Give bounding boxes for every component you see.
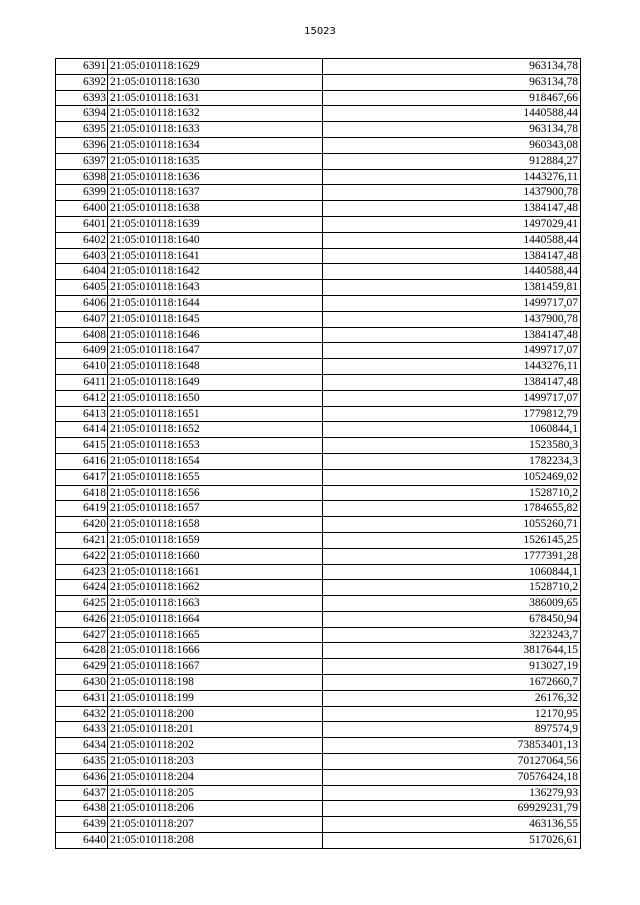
- cadastral-number-cell: 21:05:010118:205: [108, 785, 323, 801]
- row-number-cell: 6407: [56, 311, 108, 327]
- row-number-cell: 6399: [56, 185, 108, 201]
- cadastral-number-cell: 21:05:010118:1651: [108, 406, 323, 422]
- table-row: [56, 201, 581, 217]
- cadastral-value-cell: 1499717,07: [323, 295, 581, 311]
- cadastral-value-cell: 1497029,41: [323, 216, 581, 232]
- cadastral-number-cell: 21:05:010118:1653: [108, 438, 323, 454]
- row-number-cell: 6416: [56, 453, 108, 469]
- table-row: [56, 785, 581, 801]
- cadastral-value-cell: 1440588,44: [323, 106, 581, 122]
- cadastral-number-cell: 21:05:010118:1658: [108, 517, 323, 533]
- table-row: [56, 422, 581, 438]
- cadastral-value-cell: 1779812,79: [323, 406, 581, 422]
- row-number-cell: 6405: [56, 280, 108, 296]
- cadastral-number-cell: 21:05:010118:1644: [108, 295, 323, 311]
- cadastral-value-cell: 70576424,18: [323, 769, 581, 785]
- table-row: [56, 564, 581, 580]
- cadastral-number-cell: 21:05:010118:198: [108, 675, 323, 691]
- row-number-cell: 6412: [56, 390, 108, 406]
- row-number-cell: 6426: [56, 611, 108, 627]
- row-number-cell: 6418: [56, 485, 108, 501]
- cadastral-number-cell: 21:05:010118:1639: [108, 216, 323, 232]
- cadastral-number-cell: 21:05:010118:1647: [108, 343, 323, 359]
- cadastral-value-cell: 963134,78: [323, 59, 581, 75]
- cadastral-number-cell: 21:05:010118:208: [108, 833, 323, 849]
- table-row: [56, 469, 581, 485]
- cadastral-number-cell: 21:05:010118:1634: [108, 137, 323, 153]
- table-row: [56, 675, 581, 691]
- row-number-cell: 6423: [56, 564, 108, 580]
- cadastral-number-cell: 21:05:010118:200: [108, 706, 323, 722]
- cadastral-value-cell: 1384147,48: [323, 374, 581, 390]
- table-row: [56, 532, 581, 548]
- table-row: [56, 390, 581, 406]
- table-row: [56, 611, 581, 627]
- table-row: [56, 501, 581, 517]
- cadastral-number-cell: 21:05:010118:1655: [108, 469, 323, 485]
- table-row: [56, 627, 581, 643]
- row-number-cell: 6400: [56, 201, 108, 217]
- table-row: [56, 374, 581, 390]
- cadastral-number-cell: 21:05:010118:1654: [108, 453, 323, 469]
- cadastral-number-cell: 21:05:010118:1638: [108, 201, 323, 217]
- cadastral-value-cell: 1526145,25: [323, 532, 581, 548]
- row-number-cell: 6429: [56, 659, 108, 675]
- cadastral-value-cell: 1782234,3: [323, 453, 581, 469]
- table-row: [56, 185, 581, 201]
- table-row: [56, 485, 581, 501]
- row-number-cell: 6435: [56, 754, 108, 770]
- cadastral-value-cell: 918467,66: [323, 90, 581, 106]
- row-number-cell: 6421: [56, 532, 108, 548]
- cadastral-value-cell: 912884,27: [323, 153, 581, 169]
- row-number-cell: 6427: [56, 627, 108, 643]
- row-number-cell: 6397: [56, 153, 108, 169]
- cadastral-value-cell: 26176,32: [323, 690, 581, 706]
- row-number-cell: 6392: [56, 74, 108, 90]
- cadastral-value-cell: 69929231,79: [323, 801, 581, 817]
- cadastral-value-cell: 1672660,7: [323, 675, 581, 691]
- cadastral-number-cell: 21:05:010118:207: [108, 817, 323, 833]
- cadastral-number-cell: 21:05:010118:1641: [108, 248, 323, 264]
- row-number-cell: 6393: [56, 90, 108, 106]
- cadastral-number-cell: 21:05:010118:202: [108, 738, 323, 754]
- table-row: [56, 722, 581, 738]
- cadastral-value-cell: 1440588,44: [323, 232, 581, 248]
- table-row: [56, 248, 581, 264]
- table-row: [56, 754, 581, 770]
- table-row: [56, 659, 581, 675]
- table-row: [56, 216, 581, 232]
- row-number-cell: 6402: [56, 232, 108, 248]
- cadastral-value-cell: 1437900,78: [323, 185, 581, 201]
- row-number-cell: 6439: [56, 817, 108, 833]
- cadastral-number-cell: 21:05:010118:1630: [108, 74, 323, 90]
- cadastral-value-cell: 517026,61: [323, 833, 581, 849]
- cadastral-number-cell: 21:05:010118:1629: [108, 59, 323, 75]
- cadastral-number-cell: 21:05:010118:1642: [108, 264, 323, 280]
- cadastral-number-cell: 21:05:010118:1648: [108, 359, 323, 375]
- cadastral-number-cell: 21:05:010118:1640: [108, 232, 323, 248]
- cadastral-value-cell: 1060844,1: [323, 564, 581, 580]
- row-number-cell: 6410: [56, 359, 108, 375]
- cadastral-value-cell: 386009,65: [323, 596, 581, 612]
- table-row: [56, 580, 581, 596]
- table-row: [56, 59, 581, 75]
- cadastral-number-cell: 21:05:010118:1635: [108, 153, 323, 169]
- cadastral-number-cell: 21:05:010118:204: [108, 769, 323, 785]
- cadastral-value-cell: 3817644,15: [323, 643, 581, 659]
- page-number: 15023: [304, 26, 336, 37]
- table-row: [56, 438, 581, 454]
- cadastral-value-cell: 1499717,07: [323, 343, 581, 359]
- cadastral-number-cell: 21:05:010118:1665: [108, 627, 323, 643]
- cadastral-value-cell: 12170,95: [323, 706, 581, 722]
- cadastral-value-cell: 1384147,48: [323, 248, 581, 264]
- cadastral-number-cell: 21:05:010118:1633: [108, 122, 323, 138]
- cadastral-number-cell: 21:05:010118:1631: [108, 90, 323, 106]
- row-number-cell: 6395: [56, 122, 108, 138]
- row-number-cell: 6424: [56, 580, 108, 596]
- row-number-cell: 6403: [56, 248, 108, 264]
- row-number-cell: 6422: [56, 548, 108, 564]
- cadastral-value-cell: 1523580,3: [323, 438, 581, 454]
- row-number-cell: 6437: [56, 785, 108, 801]
- table-row: [56, 643, 581, 659]
- cadastral-number-cell: 21:05:010118:1667: [108, 659, 323, 675]
- cadastral-value-cell: 70127064,56: [323, 754, 581, 770]
- row-number-cell: 6401: [56, 216, 108, 232]
- table-row: [56, 833, 581, 849]
- cadastral-number-cell: 21:05:010118:1664: [108, 611, 323, 627]
- row-number-cell: 6438: [56, 801, 108, 817]
- row-number-cell: 6404: [56, 264, 108, 280]
- table-row: [56, 264, 581, 280]
- row-number-cell: 6431: [56, 690, 108, 706]
- row-number-cell: 6394: [56, 106, 108, 122]
- cadastral-value-cell: 913027,19: [323, 659, 581, 675]
- cadastral-value-cell: 1052469,02: [323, 469, 581, 485]
- table-row: [56, 106, 581, 122]
- table-row: [56, 169, 581, 185]
- table-row: [56, 90, 581, 106]
- cadastral-value-cell: 1499717,07: [323, 390, 581, 406]
- table-row: [56, 738, 581, 754]
- table-row: [56, 548, 581, 564]
- table-row: [56, 690, 581, 706]
- row-number-cell: 6411: [56, 374, 108, 390]
- row-number-cell: 6420: [56, 517, 108, 533]
- table-body: [56, 59, 581, 849]
- cadastral-value-cell: 3223243,7: [323, 627, 581, 643]
- cadastral-number-cell: 21:05:010118:1643: [108, 280, 323, 296]
- row-number-cell: 6408: [56, 327, 108, 343]
- table-row: [56, 359, 581, 375]
- row-number-cell: 6413: [56, 406, 108, 422]
- row-number-cell: 6396: [56, 137, 108, 153]
- cadastral-number-cell: 21:05:010118:1637: [108, 185, 323, 201]
- table-row: [56, 295, 581, 311]
- cadastral-value-table: [55, 58, 581, 849]
- cadastral-number-cell: 21:05:010118:1663: [108, 596, 323, 612]
- table-row: [56, 311, 581, 327]
- cadastral-number-cell: 21:05:010118:1632: [108, 106, 323, 122]
- cadastral-number-cell: 21:05:010118:201: [108, 722, 323, 738]
- row-number-cell: 6432: [56, 706, 108, 722]
- cadastral-value-cell: 963134,78: [323, 122, 581, 138]
- table-row: [56, 706, 581, 722]
- cadastral-value-cell: 1443276,11: [323, 359, 581, 375]
- cadastral-value-cell: 1443276,11: [323, 169, 581, 185]
- row-number-cell: 6436: [56, 769, 108, 785]
- cadastral-value-cell: 1384147,48: [323, 201, 581, 217]
- cadastral-number-cell: 21:05:010118:1650: [108, 390, 323, 406]
- cadastral-value-cell: 1381459,81: [323, 280, 581, 296]
- row-number-cell: 6417: [56, 469, 108, 485]
- cadastral-number-cell: 21:05:010118:1666: [108, 643, 323, 659]
- table-row: [56, 769, 581, 785]
- cadastral-number-cell: 21:05:010118:1657: [108, 501, 323, 517]
- row-number-cell: 6428: [56, 643, 108, 659]
- row-number-cell: 6415: [56, 438, 108, 454]
- cadastral-number-cell: 21:05:010118:1645: [108, 311, 323, 327]
- cadastral-value-cell: 1528710,2: [323, 485, 581, 501]
- cadastral-value-cell: 73853401,13: [323, 738, 581, 754]
- row-number-cell: 6391: [56, 59, 108, 75]
- table-row: [56, 153, 581, 169]
- cadastral-number-cell: 21:05:010118:1659: [108, 532, 323, 548]
- table-row: [56, 406, 581, 422]
- cadastral-number-cell: 21:05:010118:1656: [108, 485, 323, 501]
- cadastral-number-cell: 21:05:010118:1662: [108, 580, 323, 596]
- table-row: [56, 801, 581, 817]
- cadastral-number-cell: 21:05:010118:1649: [108, 374, 323, 390]
- cadastral-value-cell: 678450,94: [323, 611, 581, 627]
- row-number-cell: 6440: [56, 833, 108, 849]
- row-number-cell: 6433: [56, 722, 108, 738]
- cadastral-value-cell: 1060844,1: [323, 422, 581, 438]
- row-number-cell: 6419: [56, 501, 108, 517]
- cadastral-value-cell: 1384147,48: [323, 327, 581, 343]
- cadastral-value-cell: 463136,55: [323, 817, 581, 833]
- table-row: [56, 343, 581, 359]
- table-row: [56, 122, 581, 138]
- row-number-cell: 6430: [56, 675, 108, 691]
- cadastral-value-cell: 1055260,71: [323, 517, 581, 533]
- row-number-cell: 6406: [56, 295, 108, 311]
- table-row: [56, 817, 581, 833]
- table-row: [56, 137, 581, 153]
- cadastral-value-cell: 1437900,78: [323, 311, 581, 327]
- table-row: [56, 232, 581, 248]
- row-number-cell: 6434: [56, 738, 108, 754]
- cadastral-value-cell: 136279,93: [323, 785, 581, 801]
- table-row: [56, 280, 581, 296]
- cadastral-value-cell: 897574,9: [323, 722, 581, 738]
- cadastral-value-cell: 963134,78: [323, 74, 581, 90]
- table-row: [56, 327, 581, 343]
- cadastral-value-cell: 1440588,44: [323, 264, 581, 280]
- table-row: [56, 453, 581, 469]
- cadastral-number-cell: 21:05:010118:1660: [108, 548, 323, 564]
- cadastral-number-cell: 21:05:010118:199: [108, 690, 323, 706]
- row-number-cell: 6409: [56, 343, 108, 359]
- cadastral-number-cell: 21:05:010118:1661: [108, 564, 323, 580]
- row-number-cell: 6425: [56, 596, 108, 612]
- cadastral-number-cell: 21:05:010118:1636: [108, 169, 323, 185]
- cadastral-value-cell: 1784655,82: [323, 501, 581, 517]
- row-number-cell: 6414: [56, 422, 108, 438]
- cadastral-value-cell: 1528710,2: [323, 580, 581, 596]
- cadastral-number-cell: 21:05:010118:206: [108, 801, 323, 817]
- row-number-cell: 6398: [56, 169, 108, 185]
- cadastral-number-cell: 21:05:010118:1646: [108, 327, 323, 343]
- cadastral-number-cell: 21:05:010118:1652: [108, 422, 323, 438]
- table-row: [56, 74, 581, 90]
- cadastral-value-cell: 960343,08: [323, 137, 581, 153]
- table-row: [56, 517, 581, 533]
- cadastral-number-cell: 21:05:010118:203: [108, 754, 323, 770]
- table-row: [56, 596, 581, 612]
- cadastral-value-cell: 1777391,28: [323, 548, 581, 564]
